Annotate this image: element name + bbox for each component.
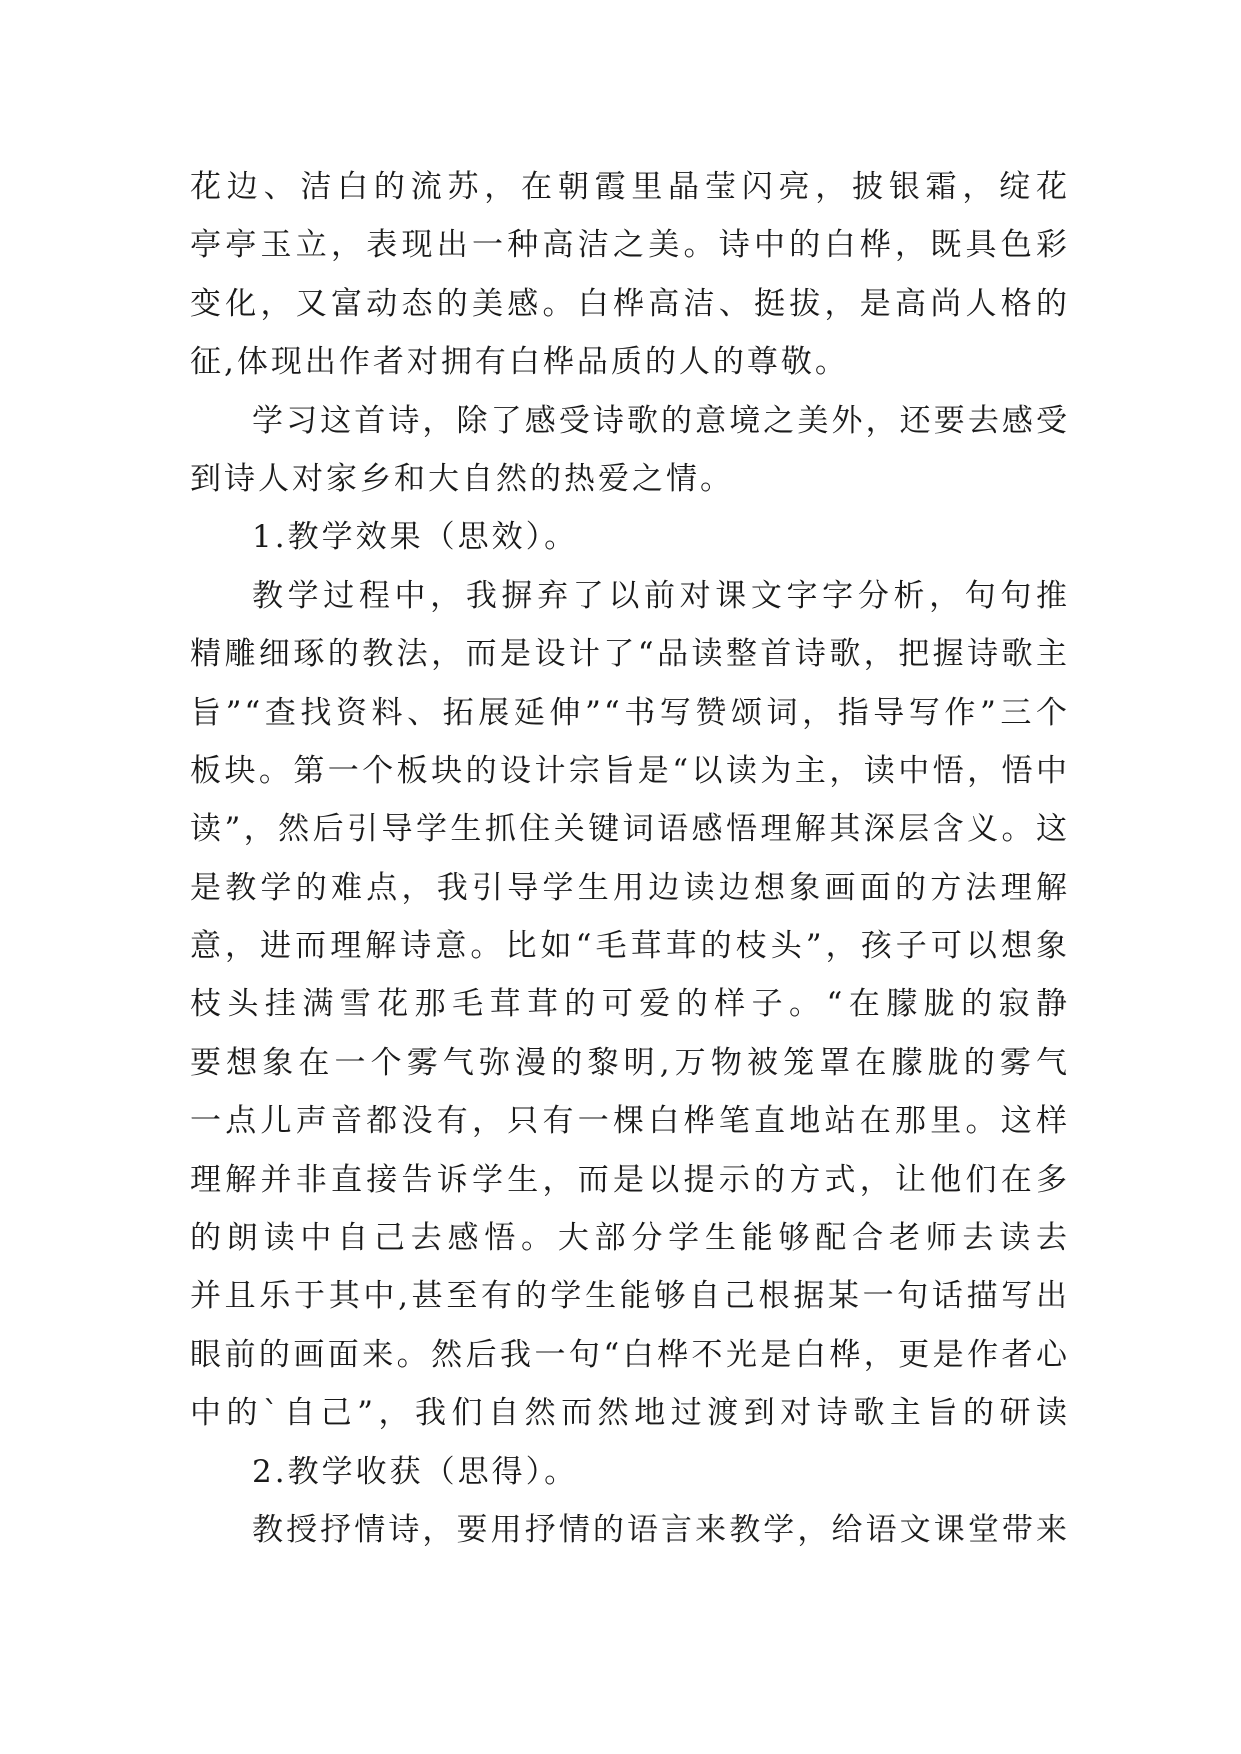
text-line: 眼前的画面来。然后我一句“白桦不光是白桦，更是作者心 <box>190 1336 1070 1373</box>
text-line: 征,体现出作者对拥有白桦品质的人的尊敬。 <box>190 344 849 381</box>
text-line: 亭亭玉立，表现出一种高洁之美。诗中的白桦，既具色彩 <box>190 227 1070 264</box>
text-line: 理解并非直接告诉学生，而是以提示的方式，让他们在多 <box>190 1161 1070 1198</box>
paragraph-first-line: 教授抒情诗，要用抒情的语言来教学，给语文课堂带来 <box>252 1511 1070 1548</box>
text-line: 到诗人对家乡和大自然的热爱之情。 <box>190 460 734 497</box>
paragraph-first-line: 教学过程中，我摒弃了以前对课文字字分析，句句推 <box>252 577 1070 614</box>
text-line: 枝头挂满雪花那毛茸茸的可爱的样子。“在朦胧的寂静 <box>190 986 1070 1023</box>
section-heading: 2.教学收获（思得）。 <box>252 1453 579 1490</box>
text-line: 中的`自己”，我们自然而然地过渡到对诗歌主旨的研读 <box>190 1395 1070 1432</box>
text-line: 旨”“查找资料、拓展延伸”“书写赞颂词，指导写作”三个 <box>190 694 1070 731</box>
body-text <box>190 158 1070 1559</box>
text-line: 板块。第一个板块的设计宗旨是“以读为主，读中悟，悟中 <box>190 752 1070 789</box>
text-line: 精雕细琢的教法，而是设计了“品读整首诗歌，把握诗歌主 <box>190 636 1070 673</box>
text-line: 并且乐于其中,甚至有的学生能够自己根据某一句话描写出 <box>190 1278 1070 1315</box>
text-line: 花边、洁白的流苏，在朝霞里晶莹闪亮，披银霜，绽花 <box>190 169 1070 205</box>
text-line: 的朗读中自己去感悟。大部分学生能够配合老师去读去 <box>190 1220 1070 1257</box>
text-line: 一点儿声音都没有，只有一棵白桦笔直地站在那里。这样 <box>190 1103 1070 1140</box>
text-line: 变化，又富动态的美感。白桦高洁、挺拔，是高尚人格的 <box>190 285 1070 322</box>
section-heading: 1.教学效果（思效）。 <box>252 519 579 556</box>
text-line: 读”，然后引导学生抓住关键词语感悟理解其深层含义。这 <box>190 811 1070 848</box>
text-line: 意，进而理解诗意。比如“毛茸茸的枝头”，孩子可以想象 <box>190 928 1070 965</box>
text-line: 是教学的难点，我引导学生用边读边想象画面的方法理解 <box>190 869 1070 906</box>
text-line: 要想象在一个雾气弥漫的黎明,万物被笼罩在朦胧的雾气 <box>190 1044 1070 1081</box>
paragraph-first-line: 学习这首诗，除了感受诗歌的意境之美外，还要去感受 <box>252 402 1070 439</box>
